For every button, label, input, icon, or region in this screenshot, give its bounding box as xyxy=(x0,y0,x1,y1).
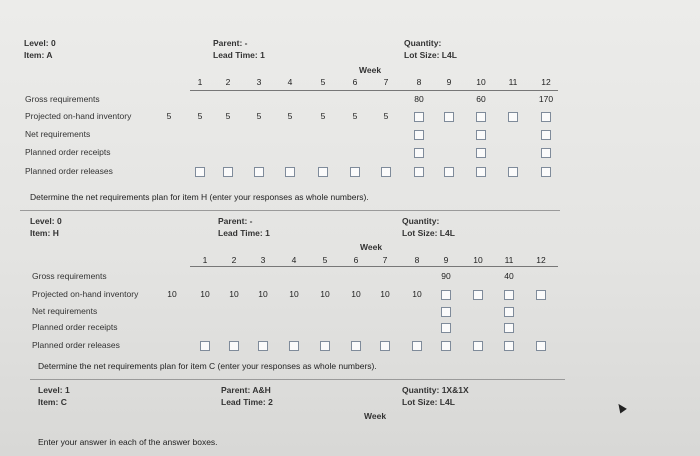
receipts-input-week-8[interactable] xyxy=(414,148,424,158)
level-label-h: Level: 0 xyxy=(30,216,62,226)
release-input-week-4[interactable] xyxy=(285,167,295,177)
week-label-h: Week xyxy=(360,242,383,252)
separator-h xyxy=(20,210,560,211)
release-input-week-3[interactable] xyxy=(254,167,264,177)
projected-value-week-1: 5 xyxy=(197,111,203,121)
on-hand-start: 10 xyxy=(167,289,177,299)
week-number-1: 1 xyxy=(197,77,203,87)
receipts-input-week-12[interactable] xyxy=(541,148,551,158)
projected-on-hand-label: Projected on-hand inventory xyxy=(25,111,132,121)
week-number-9: 9 xyxy=(443,255,449,265)
on-hand-start: 5 xyxy=(166,111,172,121)
week-number-11: 11 xyxy=(508,77,518,87)
receipts-input-week-9[interactable] xyxy=(441,323,451,333)
receipts-input-week-10[interactable] xyxy=(476,148,486,158)
planned-order-releases-label: Planned order releases xyxy=(32,340,120,350)
item-label-h: Item: H xyxy=(30,228,59,238)
week-number-7: 7 xyxy=(383,77,389,87)
week-number-4: 4 xyxy=(287,77,293,87)
net-input-week-9[interactable] xyxy=(441,307,451,317)
week-divider-a xyxy=(190,90,558,91)
release-input-week-1[interactable] xyxy=(195,167,205,177)
week-number-5: 5 xyxy=(322,255,328,265)
projected-value-week-7: 10 xyxy=(380,289,390,299)
week-number-5: 5 xyxy=(320,77,326,87)
release-input-week-2[interactable] xyxy=(223,167,233,177)
week-label-c: Week xyxy=(364,411,387,421)
projected-value-week-4: 5 xyxy=(287,111,293,121)
release-input-week-7[interactable] xyxy=(381,167,391,177)
projected-input-week-10[interactable] xyxy=(473,290,483,300)
week-number-12: 12 xyxy=(541,77,551,87)
planned-order-receipts-label: Planned order receipts xyxy=(25,147,111,157)
release-input-week-5[interactable] xyxy=(320,341,330,351)
release-input-week-11[interactable] xyxy=(508,167,518,177)
projected-input-week-8[interactable] xyxy=(414,112,424,122)
week-number-11: 11 xyxy=(504,255,514,265)
week-label-a: Week xyxy=(359,65,382,75)
planned-order-receipts-label: Planned order receipts xyxy=(32,322,118,332)
week-number-7: 7 xyxy=(382,255,388,265)
week-number-8: 8 xyxy=(416,77,422,87)
release-input-week-2[interactable] xyxy=(229,341,239,351)
week-number-1: 1 xyxy=(202,255,208,265)
net-input-week-12[interactable] xyxy=(541,130,551,140)
week-number-10: 10 xyxy=(473,255,483,265)
release-input-week-8[interactable] xyxy=(414,167,424,177)
projected-value-week-1: 10 xyxy=(200,289,210,299)
release-input-week-10[interactable] xyxy=(476,167,486,177)
net-requirements-label: Net requirements xyxy=(32,306,98,316)
projected-value-week-8: 10 xyxy=(412,289,422,299)
week-number-6: 6 xyxy=(353,255,359,265)
release-input-week-12[interactable] xyxy=(536,341,546,351)
week-number-2: 2 xyxy=(231,255,237,265)
gross-value-week-9: 90 xyxy=(441,271,451,281)
week-number-3: 3 xyxy=(256,77,262,87)
lot-size-label-c: Lot Size: L4L xyxy=(402,397,455,407)
projected-value-week-5: 10 xyxy=(320,289,330,299)
release-input-week-8[interactable] xyxy=(412,341,422,351)
release-input-week-6[interactable] xyxy=(351,341,361,351)
receipts-input-week-11[interactable] xyxy=(504,323,514,333)
lead-time-label-a: Lead Time: 1 xyxy=(213,50,265,60)
projected-value-week-3: 5 xyxy=(256,111,262,121)
level-label-a: Level: 0 xyxy=(24,38,56,48)
instruction-h: Determine the net requirements plan for item H (enter your responses as whole numbers). xyxy=(30,192,369,202)
gross-value-week-10: 60 xyxy=(476,94,486,104)
week-number-3: 3 xyxy=(260,255,266,265)
projected-value-week-6: 10 xyxy=(351,289,361,299)
week-number-4: 4 xyxy=(291,255,297,265)
week-number-6: 6 xyxy=(352,77,358,87)
item-label-c: Item: C xyxy=(38,397,67,407)
release-input-week-6[interactable] xyxy=(350,167,360,177)
projected-value-week-7: 5 xyxy=(383,111,389,121)
projected-input-week-9[interactable] xyxy=(441,290,451,300)
net-input-week-8[interactable] xyxy=(414,130,424,140)
lead-time-label-c: Lead Time: 2 xyxy=(221,397,273,407)
projected-value-week-6: 5 xyxy=(352,111,358,121)
projected-value-week-2: 10 xyxy=(229,289,239,299)
week-divider-h xyxy=(190,266,558,267)
week-number-2: 2 xyxy=(225,77,231,87)
release-input-week-9[interactable] xyxy=(441,341,451,351)
projected-on-hand-label: Projected on-hand inventory xyxy=(32,289,139,299)
separator-c xyxy=(30,379,565,380)
gross-value-week-8: 80 xyxy=(414,94,424,104)
gross-requirements-label: Gross requirements xyxy=(32,271,107,281)
net-requirements-label: Net requirements xyxy=(25,129,91,139)
projected-value-week-5: 5 xyxy=(320,111,326,121)
projected-input-week-10[interactable] xyxy=(476,112,486,122)
projected-input-week-12[interactable] xyxy=(541,112,551,122)
parent-label-h: Parent: - xyxy=(218,216,253,226)
projected-input-week-11[interactable] xyxy=(504,290,514,300)
week-number-8: 8 xyxy=(414,255,420,265)
release-input-week-10[interactable] xyxy=(473,341,483,351)
release-input-week-12[interactable] xyxy=(541,167,551,177)
projected-value-week-4: 10 xyxy=(289,289,299,299)
gross-value-week-12: 170 xyxy=(538,94,554,104)
projected-input-week-11[interactable] xyxy=(508,112,518,122)
lot-size-label-a: Lot Size: L4L xyxy=(404,50,457,60)
projected-value-week-2: 5 xyxy=(225,111,231,121)
gross-value-week-11: 40 xyxy=(504,271,514,281)
release-input-week-3[interactable] xyxy=(258,341,268,351)
gross-requirements-label: Gross requirements xyxy=(25,94,100,104)
release-input-week-5[interactable] xyxy=(318,167,328,177)
net-input-week-11[interactable] xyxy=(504,307,514,317)
release-input-week-1[interactable] xyxy=(200,341,210,351)
lot-size-label-h: Lot Size: L4L xyxy=(402,228,455,238)
week-number-12: 12 xyxy=(536,255,546,265)
instruction-c: Determine the net requirements plan for item C (enter your responses as whole numbers). xyxy=(38,361,377,371)
projected-value-week-3: 10 xyxy=(258,289,268,299)
quantity-label-a: Quantity: xyxy=(404,38,442,48)
release-input-week-9[interactable] xyxy=(444,167,454,177)
release-input-week-11[interactable] xyxy=(504,341,514,351)
release-input-week-7[interactable] xyxy=(380,341,390,351)
parent-label-c: Parent: A&H xyxy=(221,385,271,395)
projected-input-week-12[interactable] xyxy=(536,290,546,300)
quantity-label-c: Quantity: 1X&1X xyxy=(402,385,469,395)
lead-time-label-h: Lead Time: 1 xyxy=(218,228,270,238)
parent-label-a: Parent: - xyxy=(213,38,248,48)
footer-instruction: Enter your answer in each of the answer boxes. xyxy=(38,437,218,447)
quantity-label-h: Quantity: xyxy=(402,216,440,226)
net-input-week-10[interactable] xyxy=(476,130,486,140)
week-number-10: 10 xyxy=(476,77,486,87)
planned-order-releases-label: Planned order releases xyxy=(25,166,113,176)
release-input-week-4[interactable] xyxy=(289,341,299,351)
week-number-9: 9 xyxy=(446,77,452,87)
level-label-c: Level: 1 xyxy=(38,385,70,395)
item-label-a: Item: A xyxy=(24,50,53,60)
projected-input-week-9[interactable] xyxy=(444,112,454,122)
